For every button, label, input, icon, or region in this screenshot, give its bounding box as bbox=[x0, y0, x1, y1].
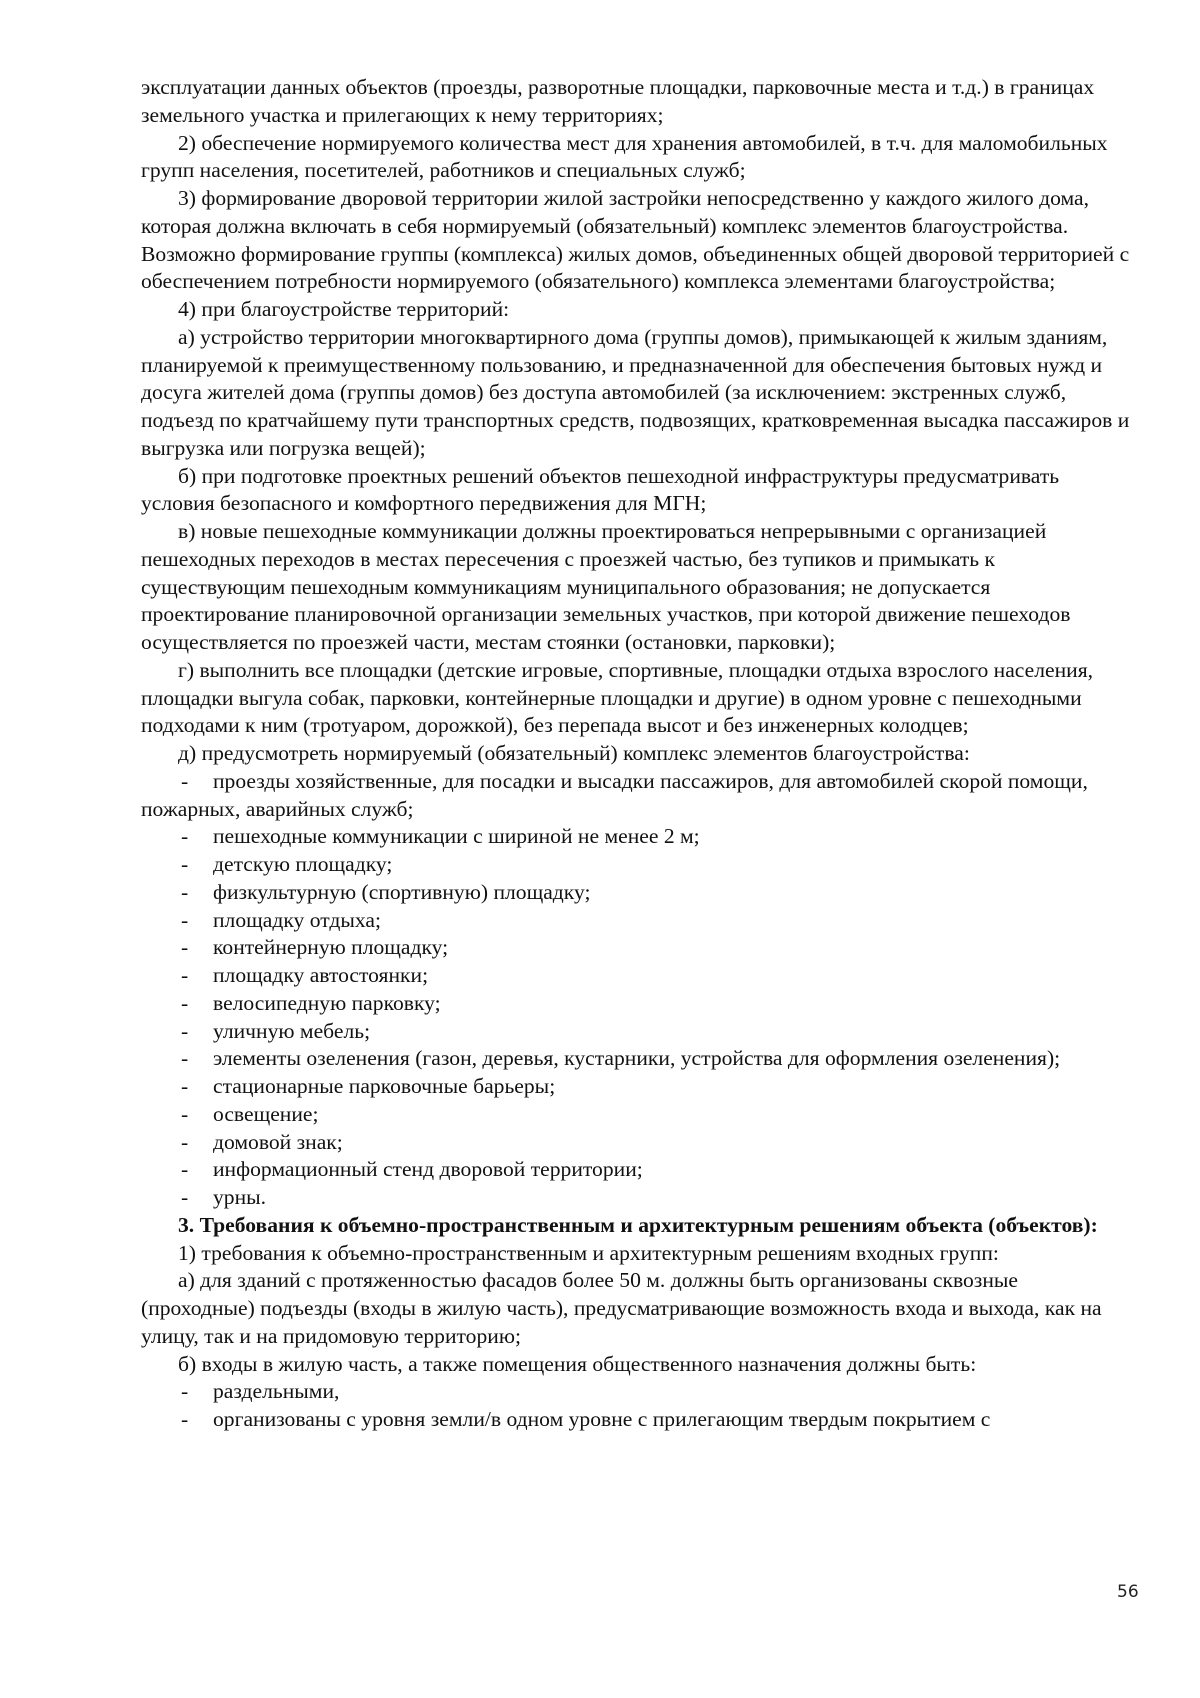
list-item-text: уличную мебель; bbox=[213, 1018, 371, 1043]
paragraph-item-b: б) при подготовке проектных решений объектов пешеходной инфраструктуры предусматривать условия безопасного и комфортного передвижения для МГН; bbox=[141, 463, 1060, 516]
dash-marker: - bbox=[181, 963, 189, 987]
list-item bbox=[141, 1101, 1137, 1129]
dash-marker: - bbox=[181, 1185, 189, 1209]
list-item bbox=[141, 934, 1137, 962]
list-item-text: организованы с уровня земли/в одном уровне с прилегающим твердым покрытием с bbox=[213, 1407, 991, 1431]
dash-marker: - bbox=[181, 1018, 189, 1043]
list-item-text: физкультурную (спортивную) площадку; bbox=[213, 879, 591, 904]
section-heading: 3. Требования к объемно-пространственным и архитектурным решениям объекта (объектов): bbox=[178, 1212, 1098, 1237]
page-number: 56 bbox=[1117, 1582, 1139, 1602]
list-item-text: элементы озеленения (газон, деревья, кустарники, устройства для оформления озеленения); bbox=[213, 1046, 1061, 1071]
dash-marker: - bbox=[181, 1101, 189, 1126]
list-item-text: велосипедную парковку; bbox=[213, 990, 441, 1015]
list-item bbox=[141, 1406, 1137, 1434]
list-item-text: урны. bbox=[213, 1185, 267, 1209]
dash-marker: - bbox=[181, 879, 189, 904]
paragraph-item-d: д) предусмотреть нормируемый (обязательный) комплекс элементов благоустройства: bbox=[178, 741, 970, 765]
paragraph-item-2: 2) обеспечение нормируемого количества мест для хранения автомобилей, в т.ч. для маломобильных групп населения, посетителей, работников и специальных служб; bbox=[141, 130, 1108, 183]
dash-marker: - bbox=[181, 1157, 189, 1182]
entrance-requirements-list bbox=[141, 1378, 1137, 1434]
list-item bbox=[141, 1045, 1137, 1073]
section-paragraph-a: а) для зданий с протяженностью фасадов более 50 м. должны быть организованы сквозные (проходные) подъезды (входы в жилую часть), предусматривающие возможность входа и выхода, как на улицу, так и на придомовую территорию; bbox=[141, 1268, 1102, 1348]
dash-marker: - bbox=[181, 824, 189, 849]
list-item-text: пешеходные коммуникации с шириной не менее 2 м; bbox=[213, 824, 700, 849]
paragraph-item-v: в) новые пешеходные коммуникации должны проектироваться непрерывными с организацией пешеходных переходов в местах пересечения с проезжей частью, без тупиков и примыкать к существующим пешеходным коммуникациям муниципального образования; не допускается проектирование планировочной организации земельных участков, при которой движение пешеходов осуществляется по проезжей части, местам стоянки (остановки, парковки); bbox=[141, 519, 1071, 654]
amenities-list bbox=[141, 768, 1137, 1212]
list-item-text: площадку автостоянки; bbox=[213, 963, 429, 987]
list-item bbox=[141, 823, 1137, 851]
list-item-text: контейнерную площадку; bbox=[213, 935, 449, 960]
dash-marker: - bbox=[181, 935, 189, 960]
dash-marker: - bbox=[181, 852, 189, 876]
list-item bbox=[141, 1073, 1137, 1101]
body-text bbox=[141, 74, 1137, 1434]
list-item bbox=[141, 879, 1137, 907]
list-item-text: информационный стенд дворовой территории; bbox=[213, 1157, 643, 1182]
paragraph-item-3: 3) формирование дворовой территории жилой застройки непосредственно у каждого жилого дома, которая должна включать в себя нормируемый (обязательный) комплекс элементов благоустройства. Возможно формирование группы (комплекса) жилых домов, объединенных общей дворовой территорией с обеспечением потребности нормируемого (обязательного) комплекса элементами благоустройства; bbox=[141, 186, 1130, 294]
list-item bbox=[141, 990, 1137, 1018]
list-item-text: домовой знак; bbox=[213, 1129, 343, 1154]
list-item bbox=[141, 1018, 1137, 1046]
dash-marker: - bbox=[181, 1046, 189, 1071]
list-item bbox=[141, 907, 1137, 935]
dash-marker: - bbox=[181, 1379, 189, 1404]
list-item bbox=[141, 1184, 1137, 1212]
list-item-text: детскую площадку; bbox=[213, 852, 393, 876]
list-item bbox=[141, 851, 1137, 879]
list-item bbox=[141, 1129, 1137, 1157]
list-item-text: площадку отдыха; bbox=[213, 907, 381, 932]
paragraph-continuation: эксплуатации данных объектов (проезды, разворотные площадки, парковочные места и т.д.) в границах земельного участка и прилегающих к нему территориях; bbox=[141, 75, 1095, 127]
paragraph-item-a: а) устройство территории многоквартирного дома (группы домов), примыкающей к жилым зданиям, планируемой к преимущественному пользованию, и предназначенной для обеспечения бытовых нужд и досуга жителей дома (группы домов) без доступа автомобилей (за исключением: экстренных служб, подъезд по кратчайшему пути транспортных средств, подвозящих, кратковременная высадка пассажиров и выгрузка или погрузка вещей); bbox=[141, 324, 1130, 460]
section-paragraph-b: б) входы в жилую часть, а также помещения общественного назначения должны быть: bbox=[178, 1351, 977, 1376]
list-item bbox=[141, 1156, 1137, 1184]
list-item bbox=[141, 962, 1137, 990]
section-paragraph-1: 1) требования к объемно-пространственным и архитектурным решениям входных групп: bbox=[178, 1240, 999, 1265]
list-item-text: стационарные парковочные барьеры; bbox=[213, 1074, 556, 1098]
list-item-text: освещение; bbox=[213, 1101, 319, 1126]
dash-marker: - bbox=[181, 1407, 189, 1431]
list-item bbox=[141, 768, 1137, 824]
dash-marker: - bbox=[181, 768, 189, 793]
paragraph-item-4: 4) при благоустройстве территорий: bbox=[178, 297, 510, 321]
dash-marker: - bbox=[181, 990, 189, 1015]
dash-marker: - bbox=[181, 1074, 189, 1098]
paragraph-item-g: г) выполнить все площадки (детские игровые, спортивные, площадки отдыха взрослого населения, площадки выгула собак, парковки, контейнерные площадки и другие) в одном уровне с пешеходными подходами к ним (тротуаром, дорожкой), без перепада высот и без инженерных колодцев; bbox=[141, 657, 1094, 738]
dash-marker: - bbox=[181, 1129, 189, 1154]
dash-marker: - bbox=[181, 907, 189, 932]
list-item bbox=[141, 1378, 1137, 1406]
list-item-text: раздельными, bbox=[213, 1379, 340, 1404]
list-item-text: проезды хозяйственные, для посадки и высадки пассажиров, для автомобилей скорой помощи, пожарных, аварийных служб; bbox=[141, 768, 1088, 821]
